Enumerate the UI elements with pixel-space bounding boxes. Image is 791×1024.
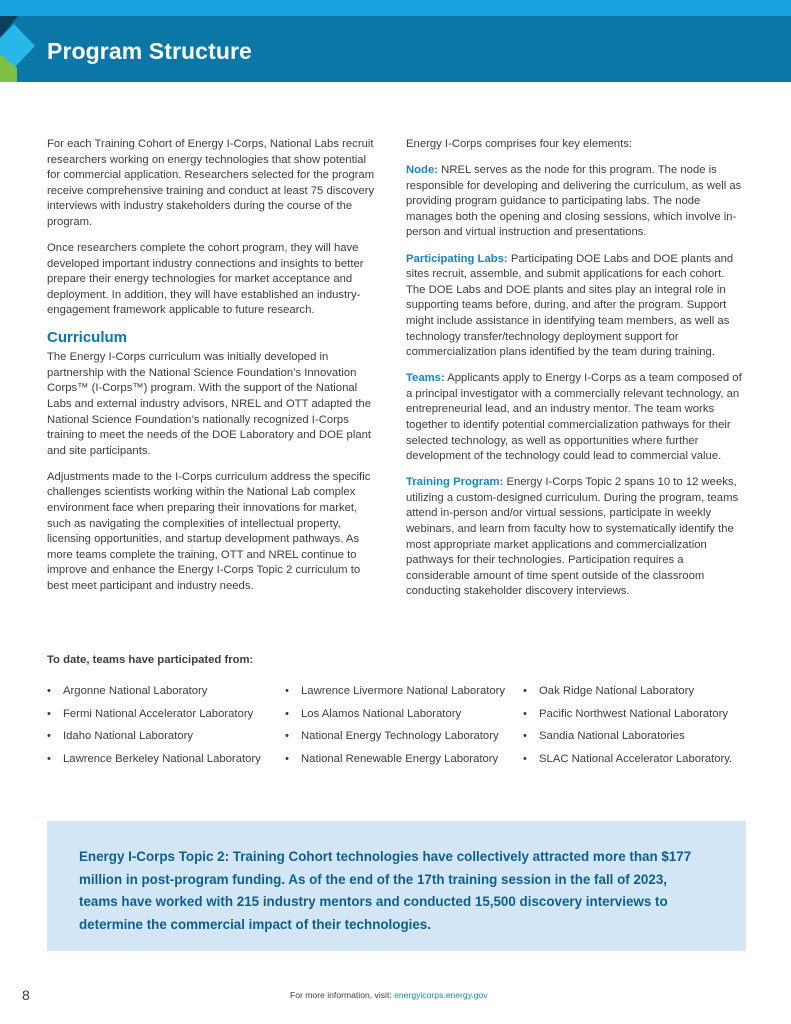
lab-list-column-1 [47,684,277,774]
footer-prefix: For more information, visit: [290,990,392,1000]
page-header [0,16,791,82]
element-text: Applicants apply to Energy I-Corps as a team composed of a principal investigator with a commercially relevant technology, an entrepreneurial lead, and an industry mentor. The team works together to identify potential commercialization pathways for their selected technology, as well as opportunities where further development of the technology could lead to commercial value. [406,372,742,463]
element-term: Node: [406,164,439,177]
element-node [406,163,746,241]
page-title: Program Structure [47,38,252,64]
element-text: Energy I-Corps Topic 2 spans 10 to 12 weeks, utilizing a custom-designed curriculum. During the program, teams attend in-person and/or virtual sessions, participate in weekly webinars, and learn from faculty how to systematically identify the most appropriate market applications and commercialization pathways for their technologies. Participation requires a considerable amount of time spent outside of the classroom conducting stakeholder discovery interviews. [406,476,739,598]
element-term: Teams: [406,372,445,385]
callout-text: Energy I-Corps Topic 2: Training Cohort technologies have collectively attracted more than $177 million in post-program funding. As of the end of the 17th training session in the fall of 2023, teams have worked with 215 industry mentors and conducted 15,500 discovery interviews to determine the commercial impact of their technologies. [79,849,692,932]
footer-link[interactable]: energyicorps.energy.gov [394,990,488,1000]
footer [290,990,488,1000]
list-item: • Lawrence Livermore National Laboratory [285,684,510,699]
header-top-stripe [0,0,791,16]
list-item: • Oak Ridge National Laboratory [523,684,753,699]
list-item: • National Renewable Energy Laboratory [285,752,510,767]
funding-callout-box [47,821,746,951]
lab-list-column-3 [523,684,753,774]
curriculum-heading: Curriculum [47,328,128,346]
list-item: • Idaho National Laboratory [47,729,277,744]
left-column [47,137,379,605]
curriculum-paragraph-2: Adjustments made to the I-Corps curriculum address the specific challenges scientists working within the National Lab complex environment face when preparing their innovations for market, such as navigating the complexities of intellectual property, licensing opportunities, and startup development pathways. As more teams complete the training, OTT and NREL continue to improve and enhance the Energy I-Corps Topic 2 curriculum to best meet participant and industry needs. [47,470,371,592]
lab-list-column-2 [285,684,510,774]
element-term: Training Program: [406,476,504,489]
list-item: • Fermi National Accelerator Laboratory [47,707,277,722]
right-column [406,137,746,611]
list-item: • Lawrence Berkeley National Laboratory [47,752,277,767]
key-elements-intro: Energy I-Corps comprises four key elements: [406,138,633,150]
element-text: NREL serves as the node for this program. The node is responsible for developing and delivering the curriculum, as well as providing program guidance to participating labs. The node manages both the opening and closing sessions, which involve in-person and virtual instruction and presentations. [406,164,742,239]
page-number: 8 [22,987,30,1003]
element-teams [406,371,746,465]
intro-paragraph-1: For each Training Cohort of Energy I-Corps, National Labs recruit researchers working on energy technologies that show potential for commercial application. Researchers selected for the program receive comprehensive training and conduct at least 75 discovery interviews with industry stakeholders during the course of the program. [47,138,375,228]
teams-label: To date, teams have participated from: [47,654,254,666]
list-item: • National Energy Technology Laboratory [285,729,510,744]
element-participating-labs [406,252,746,361]
list-item: • Los Alamos National Laboratory [285,707,510,722]
intro-paragraph-2: Once researchers complete the cohort program, they will have developed important industry connections and insights to better prepare their energy technologies for market acceptance and deployment. In addition, they will have established an industry-engagement framework applicable to future research. [47,242,364,317]
curriculum-paragraph-1: The Energy I-Corps curriculum was initially developed in partnership with the National Science Foundation’s Innovation Corps™ (I-Corps™) program. With the support of the National Labs and external industry advisors, NREL and OTT adapted the National Science Foundation’s nationally recognized I-Corps training to meet the needs of the DOE Laboratory and DOE plant and site participants. [47,351,372,457]
element-training-program [406,475,746,600]
list-item: • Argonne National Laboratory [47,684,277,699]
element-term: Participating Labs: [406,252,508,265]
element-text: Participating DOE Labs and DOE plants and sites recruit, assemble, and submit applications for each cohort. The DOE Labs and DOE plants and sites play an integral role in supporting teams before, during, and after the program. Support might include assistance in identifying team members, as well as technology transfer/technology deployment support for commercialization plans identified by the team during training. [406,252,734,359]
header-chevron-logo [0,16,40,82]
list-item: • Sandia National Laboratories [523,729,753,744]
list-item: • Pacific Northwest National Laboratory [523,707,753,722]
list-item: • SLAC National Accelerator Laboratory. [523,752,753,767]
